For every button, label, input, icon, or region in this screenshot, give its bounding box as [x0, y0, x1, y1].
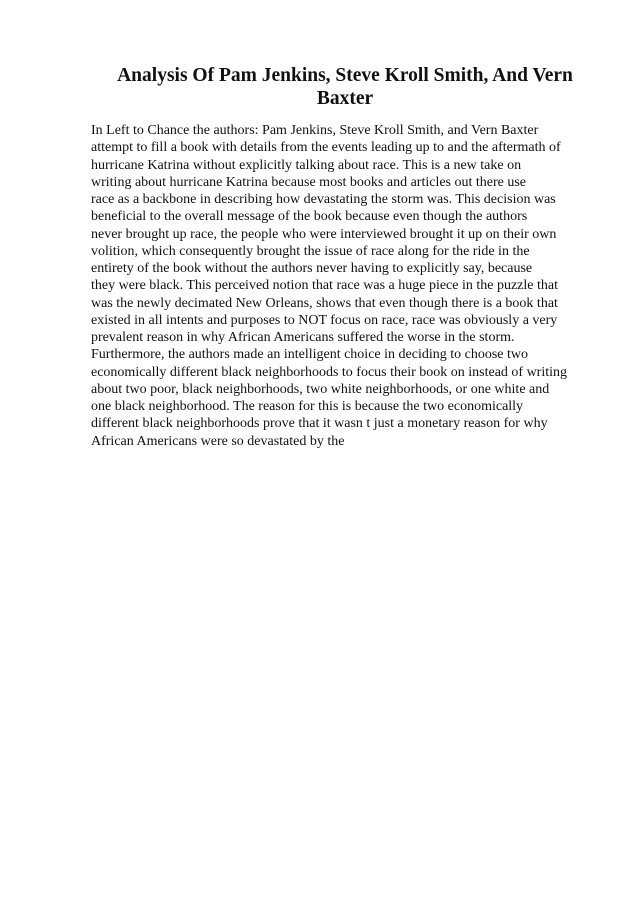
title-line: Analysis Of Pam Jenkins, Steve Kroll Smith, And Vern: [117, 65, 573, 86]
title-line: Baxter: [316, 88, 374, 109]
body-line: different black neighborhoods prove that it wasn t just a monetary reason for why: [91, 416, 548, 432]
body-line: about two poor, black neighborhoods, two white neighborhoods, or one white and: [91, 381, 550, 397]
body-line: they were black. This perceived notion that race was a huge piece in the puzzle that: [91, 278, 558, 294]
body-line: writing about hurricane Katrina because most books and articles out there use: [91, 174, 527, 190]
body-line: prevalent reason in why African Americans suffered the worse in the storm.: [91, 330, 515, 345]
body-line: attempt to fill a book with details from the events leading up to and the aftermath of: [91, 140, 561, 156]
body-line: economically different black neighborhoods to focus their book on instead of writing: [91, 364, 568, 380]
body-line: African Americans were so devastated by the: [91, 433, 345, 449]
body-line: Furthermore, the authors made an intelligent choice in deciding to choose two: [91, 347, 528, 363]
body-line: entirety of the book without the authors never having to explicitly say, because: [91, 261, 533, 276]
document-body: [91, 122, 611, 450]
body-line: existed in all intents and purposes to NOT focus on race, race was obviously a very: [91, 312, 558, 328]
body-line: was the newly decimated New Orleans, shows that even though there is a book that: [91, 295, 558, 311]
document-title: [92, 64, 598, 110]
body-line: race as a backbone in describing how devastating the storm was. This decision was: [91, 192, 556, 207]
body-line: hurricane Katrina without explicitly talking about race. This is a new take on: [91, 157, 522, 173]
body-line: one black neighborhood. The reason for this is because the two economically: [91, 399, 524, 414]
body-line: In Left to Chance the authors: Pam Jenkins, Steve Kroll Smith, and Vern Baxter: [91, 123, 539, 138]
body-line: beneficial to the overall message of the book because even though the authors: [91, 209, 528, 225]
body-line: volition, which consequently brought the issue of race along for the ride in the: [91, 243, 530, 259]
body-line: never brought up race, the people who were interviewed brought it up on their own: [91, 226, 557, 242]
